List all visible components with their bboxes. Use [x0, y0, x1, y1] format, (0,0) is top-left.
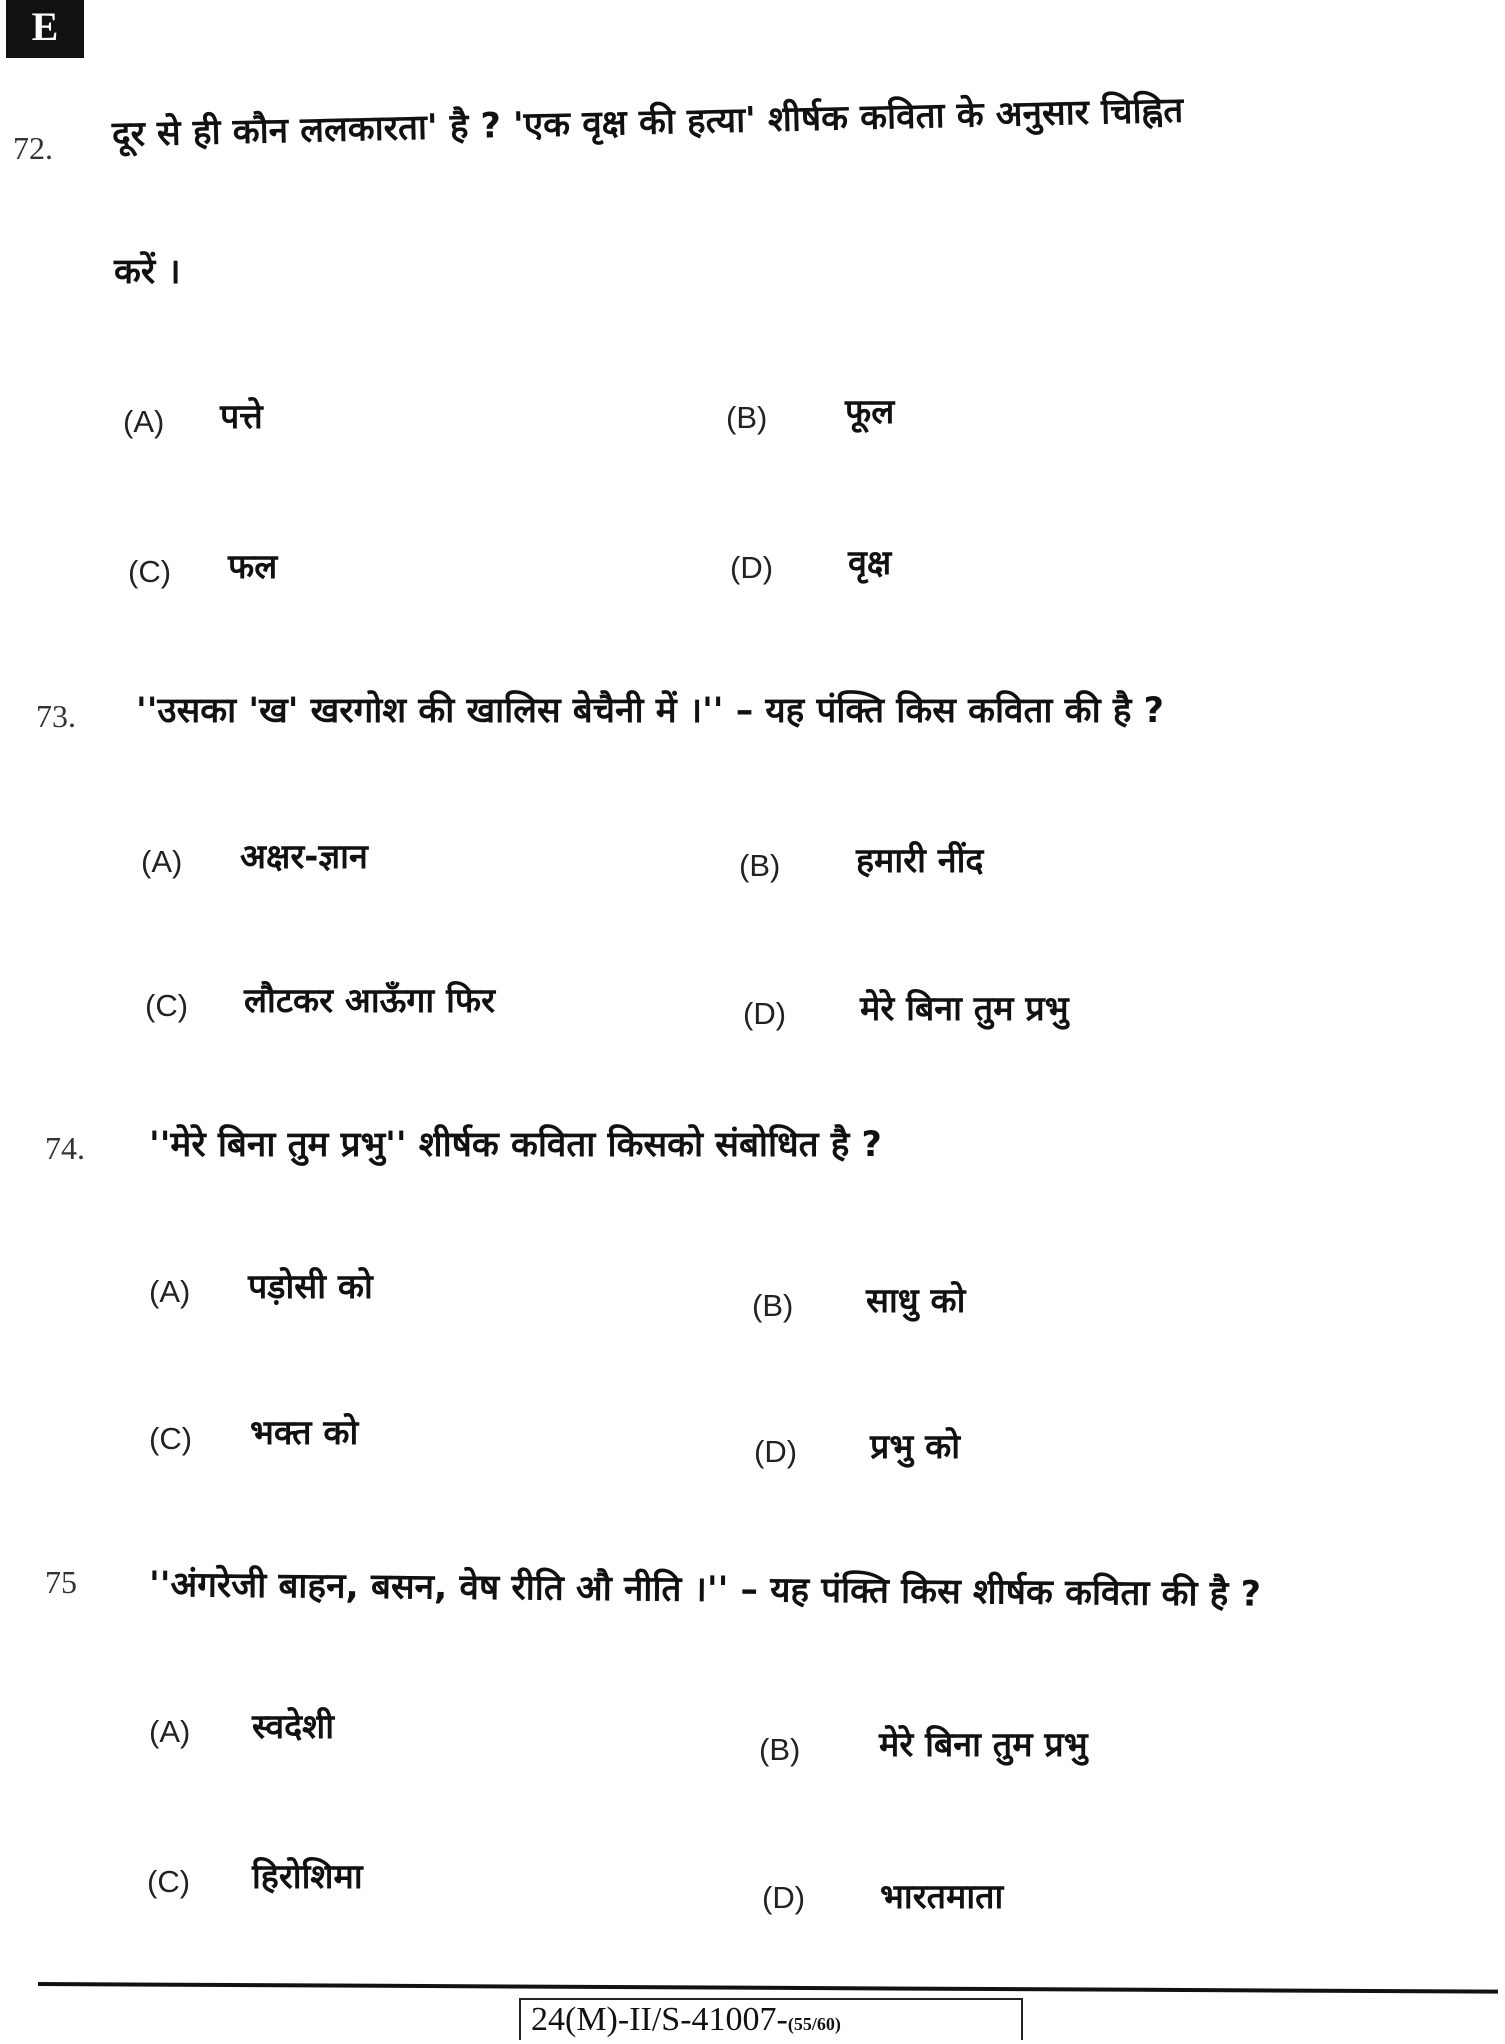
option-text: लौटकर आऊँगा फिर [244, 981, 495, 1021]
option-label: (A) [149, 1274, 191, 1309]
question-text: दूर से ही कौन ललकारता' है ? 'एक वृक्ष की हत्या' शीर्षक कविता के अनुसार चिह्नित [111, 90, 1184, 155]
question-text-continued: करें । [114, 252, 181, 292]
option-text: मेरे बिना तुम प्रभु [879, 1725, 1088, 1765]
option-text: पत्ते [220, 397, 263, 437]
option-label: (B) [726, 400, 768, 435]
option-label: (B) [739, 848, 781, 883]
option-label: (A) [141, 844, 183, 879]
option-text: हिरोशिमा [252, 1857, 363, 1897]
question-text: ''उसका 'ख' खरगोश की खालिस बेचैनी में ।'' – यह पंक्ति किस कविता की है ? [136, 691, 1164, 731]
option-label: (C) [149, 1421, 193, 1456]
option-text: स्वदेशी [252, 1707, 335, 1747]
option-text: साधु को [866, 1281, 966, 1321]
option-text: प्रभु को [870, 1427, 961, 1467]
question-number: 73. [36, 698, 76, 734]
option-text: हमारी नींद [856, 841, 984, 881]
option-label: (B) [752, 1288, 794, 1323]
option-label: (C) [145, 988, 189, 1023]
option-text: पड़ोसी को [248, 1267, 373, 1307]
footer-rule [38, 1982, 1498, 1994]
question-text: ''अंगरेजी बाहन, बसन, वेष रीति औ नीति ।'' – यह पंक्ति किस शीर्षक कविता की है ? [148, 1565, 1262, 1615]
option-label: (D) [730, 550, 774, 585]
paper-code: 24(M)-II/S-41007- [531, 2001, 788, 2038]
question-number: 75 [45, 1564, 77, 1600]
option-text: फूल [845, 392, 895, 432]
question-number: 72. [13, 130, 53, 166]
option-text: भक्त को [250, 1413, 359, 1453]
option-label: (A) [123, 404, 165, 439]
option-text: अक्षर-ज्ञान [240, 837, 368, 877]
page-ratio: (55/60) [787, 2014, 841, 2034]
option-label: (D) [743, 996, 787, 1031]
option-text: वृक्ष [848, 543, 892, 583]
option-label: (D) [754, 1434, 798, 1469]
option-label: (C) [147, 1864, 191, 1899]
option-text: फल [228, 547, 278, 587]
set-label-badge: E [6, 0, 84, 58]
option-label: (A) [149, 1714, 191, 1749]
option-text: मेरे बिना तुम प्रभु [860, 989, 1069, 1029]
option-label: (C) [128, 554, 172, 589]
option-label: (B) [759, 1732, 801, 1767]
option-label: (D) [762, 1880, 806, 1915]
option-text: भारतमाता [880, 1877, 1004, 1917]
question-number: 74. [45, 1130, 85, 1166]
question-text: ''मेरे बिना तुम प्रभु'' शीर्षक कविता किसको संबोधित है ? [149, 1125, 882, 1165]
